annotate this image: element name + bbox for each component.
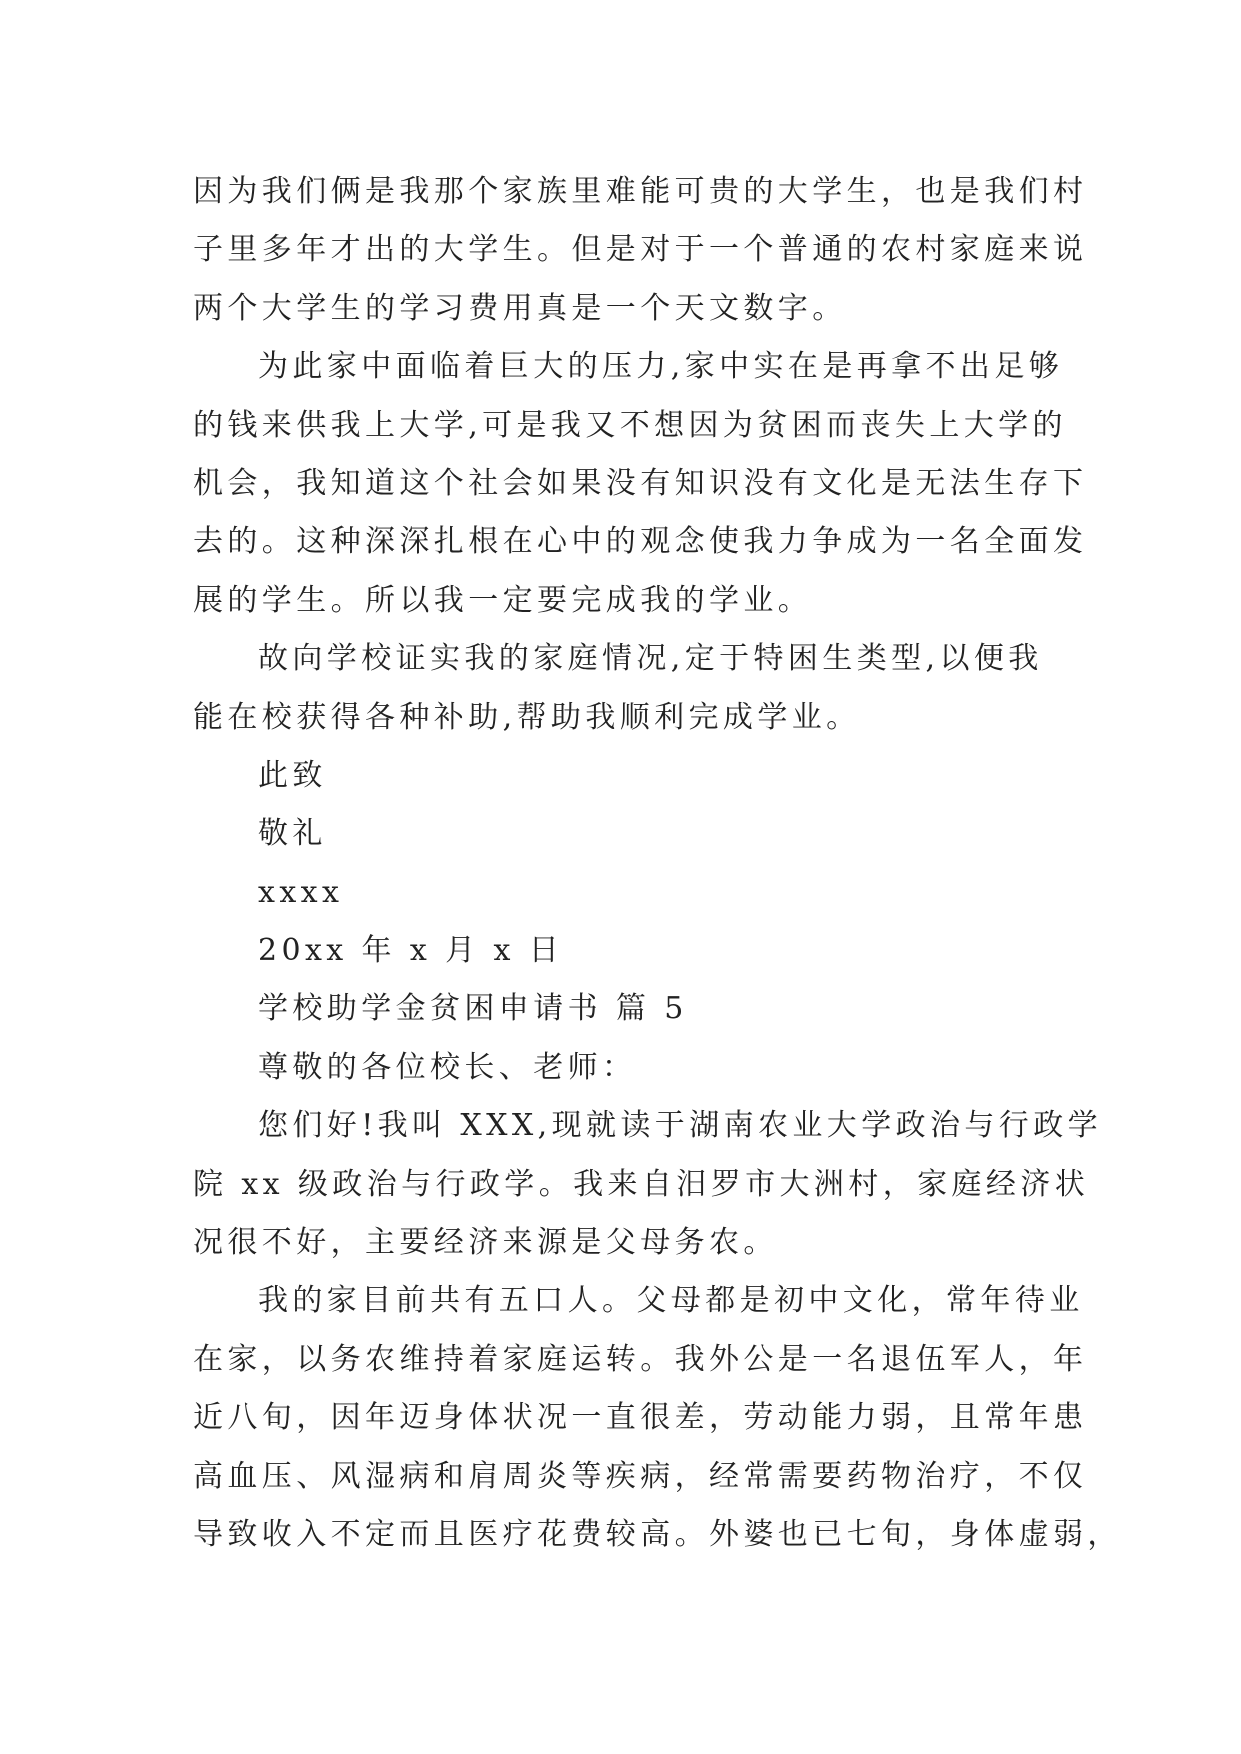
text-line: 院 xx 级政治与行政学。我来自汨罗市大洲村，家庭经济状 (193, 1166, 1090, 1202)
text-line: 近八旬，因年迈身体状况一直很差，劳动能力弱，且常年患 (193, 1400, 1088, 1436)
text-line: 的钱来供我上大学,可是我又不想因为贫困而丧失上大学的 (193, 407, 1067, 443)
paragraph-start-line: 为此家中面临着巨大的压力,家中实在是再拿不出足够 (258, 349, 1064, 385)
closing-line: 此致 (258, 757, 327, 793)
text-line: 高血压、风湿病和肩周炎等疾病，经常需要药物治疗，不仅 (193, 1458, 1088, 1494)
section-title: 学校助学金贫困申请书 篇 5 (258, 991, 688, 1027)
text-line: 子里多年才出的大学生。但是对于一个普通的农村家庭来说 (193, 232, 1088, 268)
text-line: 况很不好，主要经济来源是父母务农。 (193, 1225, 778, 1261)
text-line: 两个大学生的学习费用真是一个天文数字。 (193, 290, 847, 326)
date-line: 20xx 年 x 月 x 日 (258, 933, 564, 969)
text-line: 在家，以务农维持着家庭运转。我外公是一名退伍军人，年 (193, 1341, 1088, 1377)
greeting-line: 尊敬的各位校长、老师： (258, 1049, 637, 1085)
text-line: 因为我们俩是我那个家族里难能可贵的大学生，也是我们村 (193, 174, 1088, 209)
signature-line: xxxx (258, 874, 344, 910)
salutation-line: 敬礼 (258, 816, 327, 852)
text-line: 机会，我知道这个社会如果没有知识没有文化是无法生存下 (193, 465, 1088, 501)
text-line: 去的。这种深深扎根在心中的观念使我力争成为一名全面发 (193, 524, 1088, 560)
paragraph-start-line: 您们好!我叫 XXX,现就读于湖南农业大学政治与行政学 (258, 1108, 1102, 1144)
paragraph-start-line: 故向学校证实我的家庭情况,定于特困生类型,以便我 (258, 641, 1043, 677)
text-line: 展的学生。所以我一定要完成我的学业。 (193, 582, 813, 618)
paragraph-start-line: 我的家目前共有五口人。父母都是初中文化，常年待业 (258, 1283, 1084, 1319)
text-line: 能在校获得各种补助,帮助我顺利完成学业。 (193, 699, 861, 735)
document-body (193, 163, 1122, 1564)
text-line: 导致收入不定而且医疗花费较高。外婆也已七旬，身体虚弱， (193, 1516, 1122, 1552)
